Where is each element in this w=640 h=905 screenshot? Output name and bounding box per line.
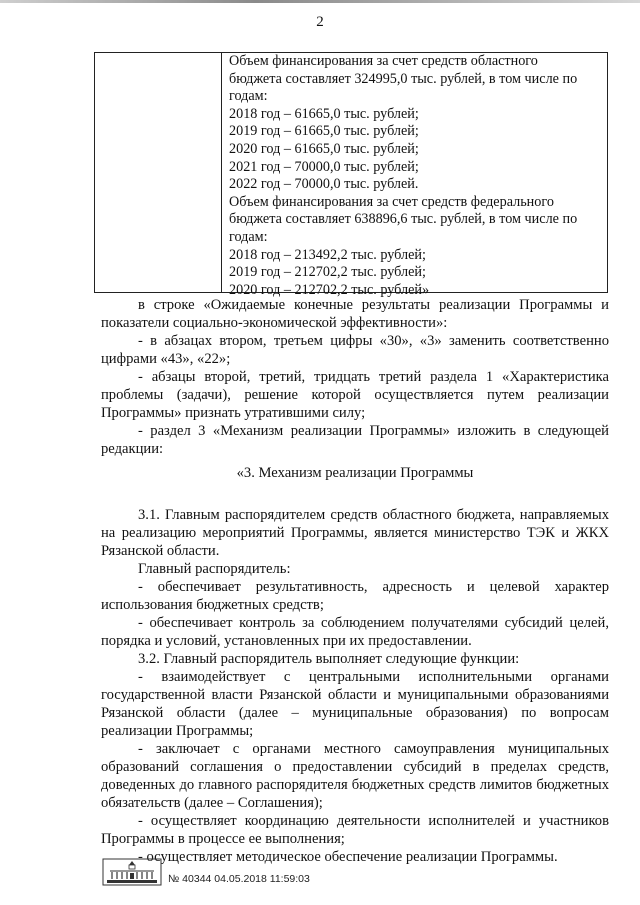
- paragraph: - обеспечивает контроль за соблюдением получателями субсидий целей, порядка и условий, установленных при их предоставлении.: [101, 615, 609, 649]
- table-line: 2020 год – 212702,2 тыс. рублей»: [229, 281, 430, 298]
- table-line: бюджета составляет 638896,6 тыс. рублей, в том числе по: [229, 211, 578, 228]
- table-line: Объем финансирования за счет средств федерального: [229, 193, 554, 210]
- table-line: 2019 год – 61665,0 тыс. рублей;: [229, 123, 419, 140]
- section-title: «3. Механизм реализации Программы: [236, 465, 474, 481]
- paragraph: - абзацы второй, третий, тридцать третий раздела 1 «Характеристика проблемы (задачи), решение которой осуществляется путем реализации Программы» признать утратившими силу;: [101, 369, 609, 421]
- table-line: 2019 год – 212702,2 тыс. рублей;: [229, 264, 426, 281]
- table-line: 2022 год – 70000,0 тыс. рублей.: [229, 176, 419, 193]
- table-column-divider: [221, 53, 222, 292]
- financing-table: [94, 52, 608, 298]
- paragraph: Главный распорядитель:: [138, 561, 291, 577]
- paragraph: - раздел 3 «Механизм реализации Программы» изложить в следующей редакции:: [101, 423, 609, 457]
- page-number: 2: [316, 14, 324, 30]
- government-building-stamp-icon: [102, 858, 162, 886]
- table-line: 2020 год – 61665,0 тыс. рублей;: [229, 140, 419, 157]
- paragraph: - осуществляет координацию деятельности исполнителей и участников Программы в процессе ее выполнения;: [101, 813, 609, 847]
- table-line: 2021 год – 70000,0 тыс. рублей;: [229, 158, 419, 175]
- paragraph: - взаимодействует с центральными исполнительными органами государственной власти Рязанской области и муниципальными образованиями Рязанской области (далее – муниципальные образования) по вопросам реализации Программы;: [101, 669, 609, 739]
- document-body: [101, 296, 609, 866]
- table-cell-financing: [229, 53, 601, 299]
- table-line: бюджета составляет 324995,0 тыс. рублей, в том числе по: [229, 70, 578, 87]
- paragraph: - заключает с органами местного самоуправления муниципальных образований соглашения о предоставлении субсидий в пределах средств, доведенных до главного распорядителя бюджетных средств лимитов бюджетных обязательств (далее – Соглашения);: [101, 741, 609, 811]
- table-line: 2018 год – 213492,2 тыс. рублей;: [229, 246, 426, 263]
- paragraph: - в абзацах втором, третьем цифры «30», «3» заменить соответственно цифрами «43», «22»;: [101, 333, 609, 367]
- paragraph: - обеспечивает результативность, адресность и целевой характер использования бюджетных средств;: [101, 579, 609, 613]
- table-line: годам:: [229, 88, 268, 105]
- paragraph: - осуществляет методическое обеспечение реализации Программы.: [138, 849, 558, 865]
- registration-footer: № 40344 04.05.2018 11:59:03: [168, 873, 310, 885]
- paragraph: 3.2. Главный распорядитель выполняет следующие функции:: [138, 651, 520, 667]
- table-line: 2018 год – 61665,0 тыс. рублей;: [229, 105, 419, 122]
- table-line: годам:: [229, 228, 268, 245]
- paragraph: 3.1. Главным распорядителем средств областного бюджета, направляемых на реализацию мероприятий Программы, является министерство ТЭК и ЖКХ Рязанской области.: [101, 507, 609, 559]
- scan-top-edge: [0, 0, 640, 3]
- paragraph: в строке «Ожидаемые конечные результаты реализации Программы и показатели социально-экономической эффективности»:: [101, 297, 609, 331]
- table-line: Объем финансирования за счет средств областного: [229, 53, 538, 69]
